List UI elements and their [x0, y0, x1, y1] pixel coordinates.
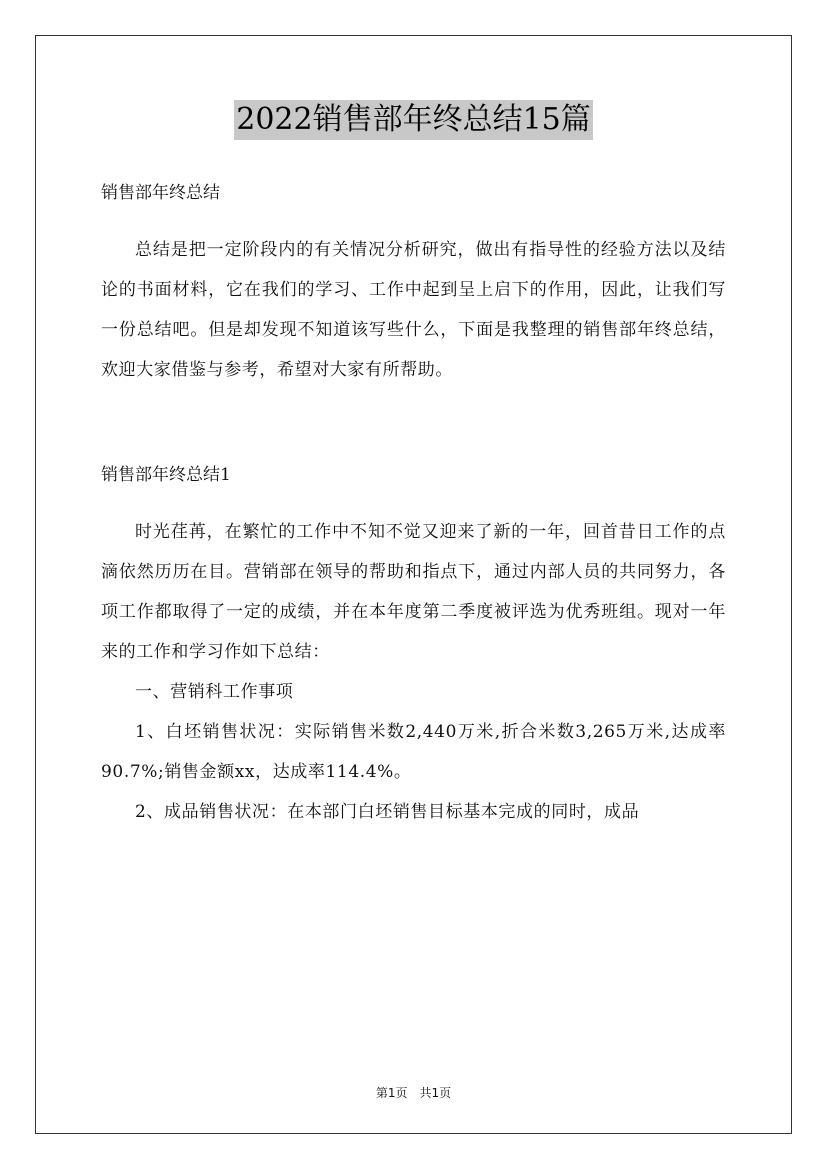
- spacer: [101, 492, 726, 512]
- page-footer: 第1页 共1页: [375, 1086, 452, 1100]
- spacer: [101, 210, 726, 230]
- section1-paragraph-3: 2、成品销售状况：在本部门白坯销售目标基本完成的同时，成品: [135, 802, 640, 822]
- section1-subheading: 一、营销科工作事项: [135, 682, 294, 702]
- section1-paragraph-2: 1、白坯销售状况：实际销售米数2,440万米,折合米数3,265万米,达成率90.7%;销售金额xx，达成率114.4%。: [101, 722, 726, 782]
- intro-heading: 销售部年终总结: [101, 183, 220, 203]
- section-spacer: [101, 390, 726, 458]
- intro-paragraph: 总结是把一定阶段内的有关情况分析研究，做出有指导性的经验方法以及结论的书面材料，它在我们的学习、工作中起到呈上启下的作用，因此，让我们写一份总结吧。但是却发现不知道该写些什么，下面是我整理的销售部年终总结，欢迎大家借鉴与参考，希望对大家有所帮助。: [101, 240, 726, 380]
- document-title: 2022销售部年终总结15篇: [234, 100, 593, 140]
- section1-heading: 销售部年终总结1: [101, 465, 231, 485]
- title-container: [0, 100, 827, 140]
- section1-paragraph-1: 时光荏苒，在繁忙的工作中不知不觉又迎来了新的一年，回首昔日工作的点滴依然历历在目。营销部在领导的帮助和指点下，通过内部人员的共同努力，各项工作都取得了一定的成绩，并在本年度第二季度被评选为优秀班组。现对一年来的工作和学习作如下总结：: [101, 522, 726, 662]
- document-body: [101, 176, 726, 832]
